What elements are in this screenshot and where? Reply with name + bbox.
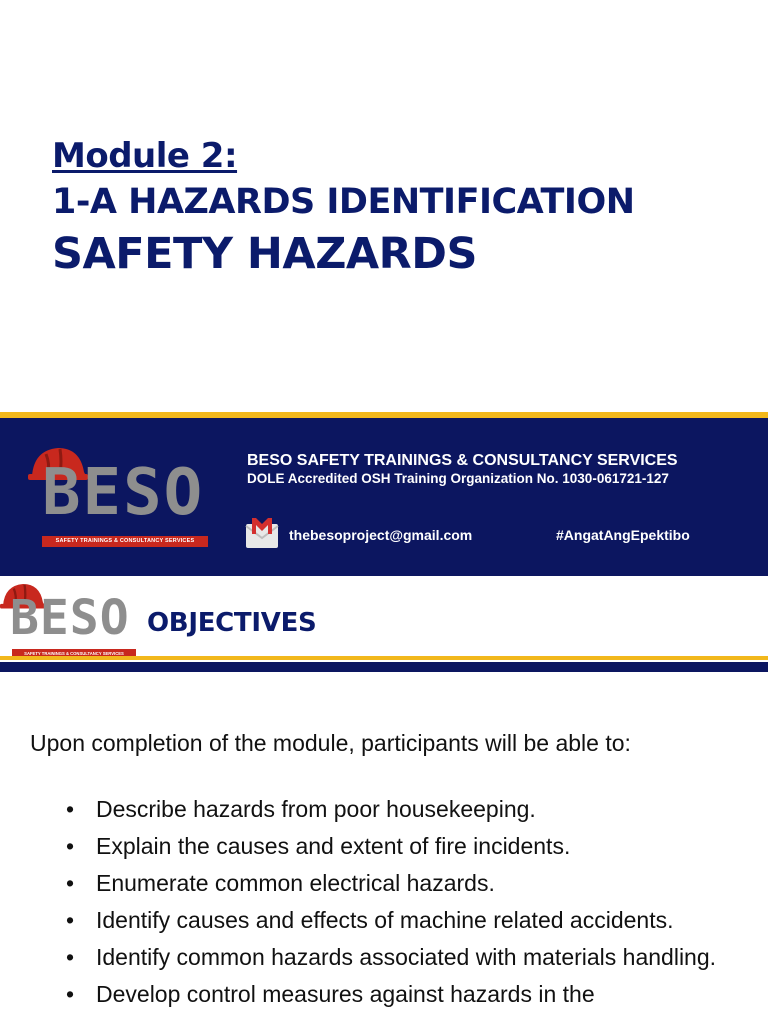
objective-text: Describe hazards from poor housekeeping. — [96, 796, 536, 822]
list-item — [66, 831, 756, 861]
bullet: • — [66, 833, 75, 859]
logo-wordmark: BESO — [42, 456, 205, 530]
objective-text: Enumerate common electrical hazards. — [96, 870, 495, 896]
logo-tagline: SAFETY TRAININGS & CONSULTANCY SERVICES — [42, 536, 208, 547]
accreditation-text: DOLE Accredited OSH Training Organization No. 1030-061721-127 — [247, 471, 669, 486]
objectives-heading: OBJECTIVES — [147, 608, 317, 638]
list-item — [66, 794, 756, 824]
bullet: • — [66, 907, 75, 933]
objective-text: Develop control measures against hazards in the — [96, 981, 595, 1007]
list-item — [66, 979, 756, 1009]
module-title: Module 2: — [52, 136, 238, 176]
objective-text: Identify causes and effects of machine related accidents. — [96, 907, 674, 933]
title-block — [52, 134, 635, 282]
list-item — [66, 868, 756, 898]
logo-tagline: SAFETY TRAININGS & CONSULTANCY SERVICES — [12, 649, 136, 658]
bullet: • — [66, 796, 75, 822]
beso-logo — [28, 440, 212, 550]
objectives-slide — [0, 576, 768, 1024]
bullet: • — [66, 944, 75, 970]
beso-logo-small — [0, 579, 140, 659]
gold-divider — [0, 656, 768, 660]
gmail-icon — [245, 516, 279, 550]
objective-text: Identify common hazards associated with materials handling. — [96, 944, 717, 970]
list-item — [66, 905, 756, 935]
list-item — [66, 942, 756, 972]
logo-wordmark: BESO — [10, 590, 130, 646]
module-subtitle: 1-A HAZARDS IDENTIFICATION — [52, 182, 635, 222]
navy-divider — [0, 662, 768, 672]
org-name: BESO SAFETY TRAININGS & CONSULTANCY SERVICES — [247, 452, 678, 469]
hashtag-text: #AngatAngEpektibo — [556, 527, 690, 543]
email-link[interactable]: thebesoproject@gmail.com — [289, 527, 473, 543]
module-topic: SAFETY HAZARDS — [52, 229, 477, 279]
intro-text: Upon completion of the module, participants will be able to: — [30, 730, 631, 756]
bullet: • — [66, 981, 75, 1007]
bullet: • — [66, 870, 75, 896]
objective-text: Explain the causes and extent of fire incidents. — [96, 833, 571, 859]
objectives-list — [66, 794, 756, 1016]
